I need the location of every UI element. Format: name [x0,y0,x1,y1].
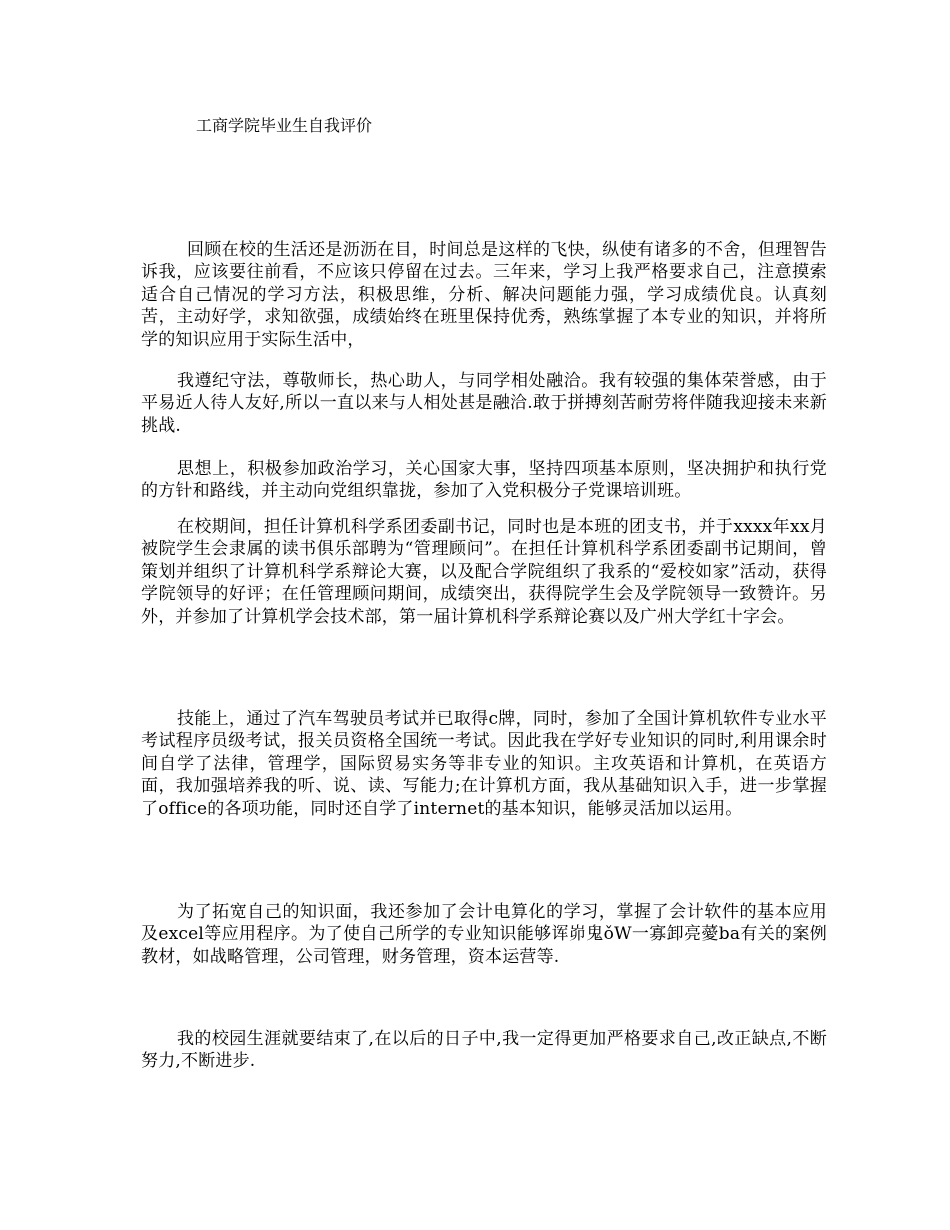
paragraph-accounting: 为了拓宽自己的知识面，我还参加了会计电算化的学习，掌握了会计软件的基本应用及excel等应用程序。为了使自己所学的专业知识能够诨峁鬼ǒW一寡卸亮薆ba有关的案例教材，如战略管理，公司管理，财务管理，资本运营等. [141,902,827,967]
paragraph-conduct: 我遵纪守法，尊敬师长，热心助人，与同学相处融洽。我有较强的集体荣誉感，由于平易近人待人友好,所以一直以来与人相处甚是融洽.敢于拼搏刻苦耐劳将伴随我迎接未来新挑战. [141,371,827,436]
paragraph-review: 回顾在校的生活还是沥沥在目，时间总是这样的飞快，纵使有诸多的不舍，但理智告诉我，应该要往前看，不应该只停留在过去。三年来，学习上我严格要求自己，注意摸索适合自己情况的学习方法，积极思维，分析、解决问题能力强，学习成绩优良。认真刻苦，主动好学，求知欲强，成绩始终在班里保持优秀，熟练掌握了本专业的知识，并将所学的知识应用于实际生活中， [141,240,827,350]
paragraph-skills: 技能上，通过了汽车驾驶员考试并已取得c牌，同时，参加了全国计算机软件专业水平考试程序员级考试，报关员资格全国统一考试。因此我在学好专业知识的同时,利用课余时间自学了法律，管理学，国际贸易实务等非专业的知识。主攻英语和计算机，在英语方面，我加强培养我的听、说、读、写能力;在计算机方面，我从基础知识入手，进一步掌握了office的各项功能，同时还自学了internet的基本知识，能够灵活加以运用。 [141,709,827,819]
paragraph-conclusion: 我的校园生涯就要结束了,在以后的日子中,我一定得更加严格要求自己,改正缺点,不断努力,不断进步. [141,1029,827,1072]
paragraph-ideology: 思想上，积极参加政治学习，关心国家大事，坚持四项基本原则，坚决拥护和执行党的方针和路线，并主动向党组织靠拢，参加了入党积极分子党课培训班。 [141,459,827,502]
paragraph-school-roles: 在校期间，担任计算机科学系团委副书记，同时也是本班的团支书，并于xxxx年xx月被院学生会隶属的读书俱乐部聘为“管理顾问”。在担任计算机科学系团委副书记期间，曾策划并组织了计算机科学系辩论大赛，以及配合学院组织了我系的“爱校如家”活动，获得学院领导的好评；在任管理顾问期间，成绩突出，获得院学生会及学院领导一致赞许。另外，并参加了计算机学会技术部，第一届计算机科学系辩论赛以及广州大学红十字会。 [141,517,827,627]
document-title: 工商学院毕业生自我评价 [196,116,373,135]
